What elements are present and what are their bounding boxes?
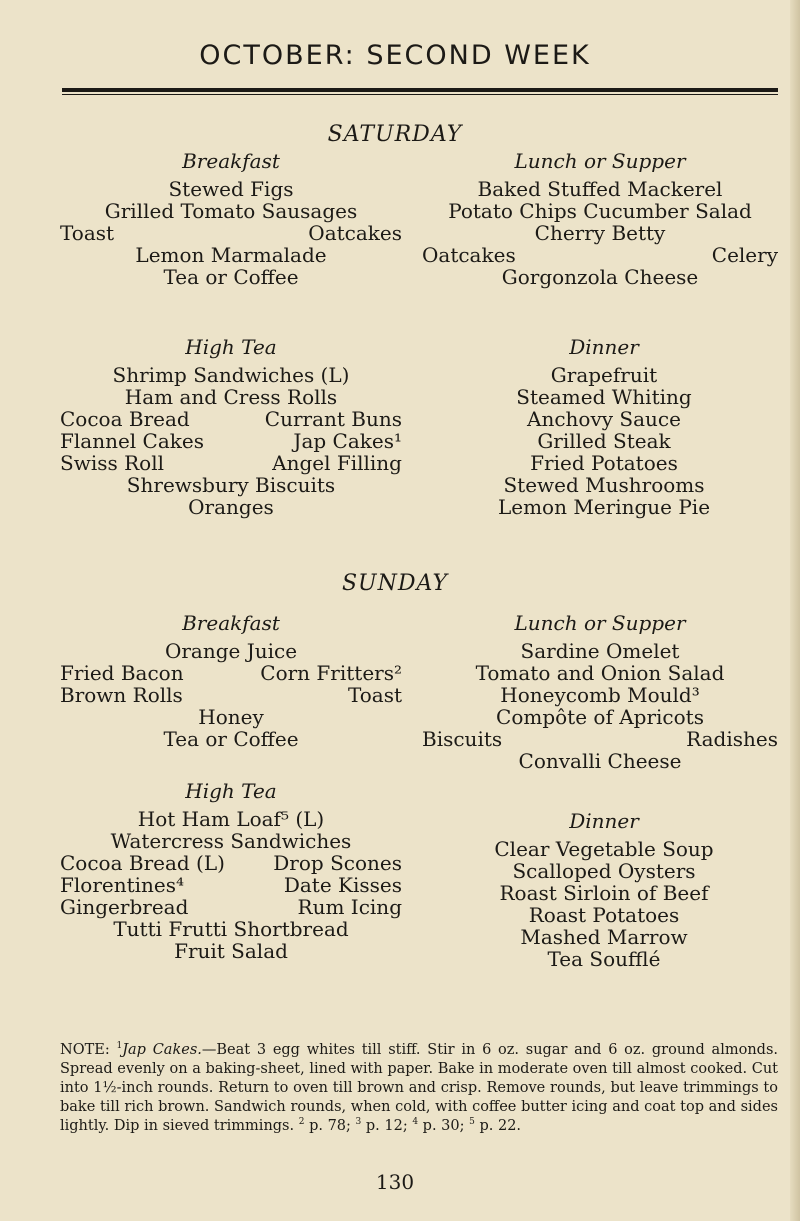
footnote-ref: 4 (412, 1117, 419, 1128)
menu-item (474, 430, 734, 452)
menu-item-text: Compôte of Apricots (496, 705, 704, 729)
menu-item-text: Lemon Meringue Pie (497, 495, 711, 519)
menu-item (474, 452, 734, 474)
sunday-dinner (474, 810, 734, 970)
menu-item (60, 874, 402, 896)
menu-item-text: Oatcakes (422, 243, 516, 267)
section-heading: Breakfast (182, 149, 280, 173)
menu-item-text: Tutti Frutti Shortbread (113, 917, 349, 941)
menu-item-text: Toast (347, 683, 402, 707)
menu-item (474, 474, 734, 496)
menu-item (422, 244, 778, 266)
menu-lines (474, 364, 734, 518)
menu-item-text: Jap Cakes¹ (293, 429, 402, 453)
menu-item (422, 706, 778, 728)
saturday-breakfast (60, 150, 402, 288)
section-heading: Breakfast (182, 611, 280, 635)
menu-item-text: Shrewsbury Biscuits (126, 473, 336, 497)
menu-item-text: Mashed Marrow (520, 925, 688, 949)
menu-item-text: Hot Ham Loaf⁵ (L) (137, 807, 325, 831)
section-heading: High Tea (185, 779, 277, 803)
menu-item (422, 750, 778, 772)
menu-item (60, 474, 402, 496)
menu-item (60, 452, 402, 474)
menu-item (422, 640, 778, 662)
menu-lines (474, 838, 734, 970)
menu-item-text: Toast (60, 221, 115, 245)
menu-item-text: Brown Rolls (60, 683, 183, 707)
menu-item-text: Tea or Coffee (163, 727, 299, 751)
section-heading: Dinner (569, 809, 639, 833)
menu-item-text: Baked Stuffed Mackerel (477, 177, 723, 201)
menu-item-text: Convalli Cheese (518, 749, 682, 773)
menu-item (422, 266, 778, 288)
day-title-sunday: SUNDAY (341, 571, 449, 596)
menu-item (474, 860, 734, 882)
menu-item-text: Radishes (686, 727, 778, 751)
footnote-ref: 1 (116, 1041, 123, 1052)
menu-item (474, 882, 734, 904)
menu-item-text: Oranges (188, 495, 274, 519)
footnote-page: p. 30; (418, 1118, 470, 1134)
section-heading: Lunch or Supper (514, 149, 686, 173)
menu-item-text: Fruit Salad (174, 939, 288, 963)
menu-item (474, 386, 734, 408)
footnote-ref: 3 (355, 1117, 362, 1128)
footnote-page: p. 22. (474, 1118, 522, 1134)
menu-item-text: Gingerbread (60, 895, 189, 919)
menu-item (474, 926, 734, 948)
menu-item-text: Swiss Roll (60, 451, 164, 475)
header-rule-thick (62, 88, 778, 92)
menu-item-text: Cocoa Bread (L) (60, 851, 225, 875)
menu-item (474, 364, 734, 386)
menu-item-text: Clear Vegetable Soup (494, 837, 714, 861)
menu-lines (422, 178, 778, 288)
menu-item (60, 808, 402, 830)
menu-item-text: Currant Buns (264, 407, 402, 431)
menu-item (60, 706, 402, 728)
menu-item (60, 684, 402, 706)
menu-item-text: Flannel Cakes (60, 429, 204, 453)
footnote-page: p. 12; (361, 1118, 413, 1134)
menu-item-text: Rum Icing (297, 895, 402, 919)
footnote-ref: 5 (469, 1117, 475, 1128)
menu-item (60, 918, 402, 940)
menu-item-text: Grilled Tomato Sausages (104, 199, 358, 223)
menu-item (60, 896, 402, 918)
menu-item (474, 408, 734, 430)
saturday-dinner (474, 336, 734, 518)
menu-item (474, 838, 734, 860)
menu-item-text: Shrimp Sandwiches (L) (112, 363, 350, 387)
menu-item-text: Cherry Betty (534, 221, 666, 245)
menu-item (422, 728, 778, 750)
menu-item-text: Oatcakes (308, 221, 402, 245)
menu-item-text: Grapefruit (550, 363, 658, 387)
note-text: —Beat 3 egg whites till stiff. Stir in 6 oz. sugar and 6 oz. ground almonds. Spread evenly on a baking-sheet, lined with paper. Bake in moderate oven till almost cooked. Cut into 1½-inch rounds. Return to oven till brown and crisp. Remove rounds, but leave trimmings to bake till rich brown. Sandwich rounds, when cold, with coffee butter icing and coat top and sides lightly. Dip in sieved trimmings. (60, 1042, 778, 1134)
saturday-high-tea (60, 336, 402, 518)
day-title-saturday: SATURDAY (327, 122, 463, 147)
menu-item-text: Drop Scones (273, 851, 402, 875)
menu-item (422, 662, 778, 684)
menu-item (422, 222, 778, 244)
menu-item-text: Scalloped Oysters (512, 859, 696, 883)
menu-item-text: Fried Bacon (60, 661, 184, 685)
page-header: OCTOBER: SECOND WEEK (199, 40, 591, 71)
menu-item (422, 200, 778, 222)
menu-item (60, 364, 402, 386)
footnote-page: p. 78; (304, 1118, 356, 1134)
menu-item-text: Sardine Omelet (520, 639, 680, 663)
menu-item-text: Cocoa Bread (60, 407, 190, 431)
section-heading: Dinner (569, 335, 639, 359)
menu-item-text: Orange Juice (164, 639, 298, 663)
sunday-high-tea (60, 780, 402, 962)
saturday-lunch (422, 150, 778, 288)
menu-item-text: Tea Soufflé (547, 947, 661, 971)
menu-item-text: Steamed Whiting (516, 385, 692, 409)
menu-item (60, 266, 402, 288)
menu-item (60, 940, 402, 962)
recipe-note (60, 1041, 778, 1136)
menu-item-text: Potato Chips Cucumber Salad (448, 199, 752, 223)
menu-lines (60, 364, 402, 518)
menu-item-text: Gorgonzola Cheese (501, 265, 699, 289)
menu-lines (60, 808, 402, 962)
menu-item-text: Lemon Marmalade (135, 243, 327, 267)
menu-item-text: Corn Fritters² (260, 661, 402, 685)
menu-item (60, 852, 402, 874)
menu-item (60, 408, 402, 430)
menu-item (60, 178, 402, 200)
sunday-breakfast (60, 612, 402, 750)
menu-item (60, 200, 402, 222)
menu-item (474, 496, 734, 518)
menu-item-text: Fried Potatoes (530, 451, 678, 475)
page-edge (790, 0, 800, 1221)
menu-item (60, 244, 402, 266)
menu-item-text: Florentines⁴ (60, 873, 185, 897)
menu-lines (60, 640, 402, 750)
menu-item (474, 904, 734, 926)
menu-item-text: Stewed Mushrooms (503, 473, 705, 497)
menu-item (60, 640, 402, 662)
footnote-ref: 2 (298, 1117, 305, 1128)
menu-item-text: Grilled Steak (537, 429, 671, 453)
menu-item-text: Tea or Coffee (163, 265, 299, 289)
menu-item (60, 496, 402, 518)
menu-item-text: Honey (198, 705, 264, 729)
menu-item (60, 386, 402, 408)
note-prefix: NOTE: (60, 1042, 117, 1058)
menu-item-text: Stewed Figs (168, 177, 294, 201)
menu-item-text: Roast Potatoes (528, 903, 680, 927)
sunday-lunch (422, 612, 778, 772)
menu-item-text: Ham and Cress Rolls (124, 385, 338, 409)
section-heading: High Tea (185, 335, 277, 359)
menu-item (60, 662, 402, 684)
menu-item (60, 430, 402, 452)
menu-item (474, 948, 734, 970)
menu-item-text: Honeycomb Mould³ (500, 683, 700, 707)
note-recipe-title: Jap Cakes. (122, 1042, 202, 1058)
menu-lines (422, 640, 778, 772)
menu-item-text: Roast Sirloin of Beef (499, 881, 709, 905)
menu-item-text: Tomato and Onion Salad (475, 661, 725, 685)
menu-item-text: Angel Filling (272, 451, 402, 475)
menu-item-text: Date Kisses (283, 873, 402, 897)
header-rule-thin (62, 94, 778, 95)
menu-item-text: Biscuits (422, 727, 503, 751)
menu-item-text: Celery (711, 243, 778, 267)
menu-item (422, 684, 778, 706)
note-refs (299, 1118, 521, 1134)
menu-item (60, 728, 402, 750)
menu-item (60, 222, 402, 244)
menu-item-text: Watercress Sandwiches (110, 829, 352, 853)
menu-item (422, 178, 778, 200)
menu-item (60, 830, 402, 852)
page-number: 130 (375, 1170, 415, 1194)
section-heading: Lunch or Supper (514, 611, 686, 635)
menu-lines (60, 178, 402, 288)
menu-item-text: Anchovy Sauce (527, 407, 681, 431)
